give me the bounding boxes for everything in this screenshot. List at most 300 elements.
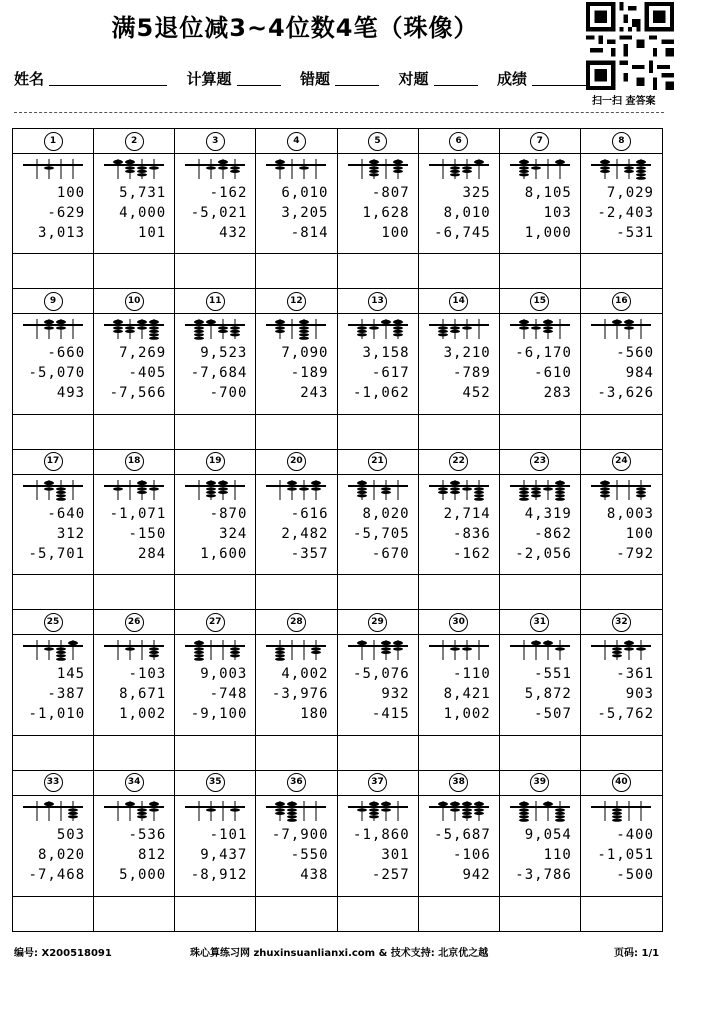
divider bbox=[14, 112, 664, 113]
answer-box[interactable] bbox=[338, 253, 418, 288]
problem-values bbox=[338, 183, 418, 243]
answer-box[interactable] bbox=[175, 574, 255, 609]
answer-box[interactable] bbox=[581, 414, 662, 449]
problem-number: 37 bbox=[368, 773, 387, 792]
problem-number: 25 bbox=[44, 613, 63, 632]
answer-box[interactable] bbox=[419, 735, 499, 770]
problem-value: -5,687 bbox=[434, 826, 491, 843]
problem-number-row bbox=[419, 129, 499, 154]
problem-number: 39 bbox=[530, 773, 549, 792]
problem-cell bbox=[256, 450, 337, 610]
problem-number: 29 bbox=[368, 613, 387, 632]
problem-values bbox=[338, 825, 418, 885]
problem-number: 31 bbox=[530, 613, 549, 632]
problem-value: 9,054 bbox=[524, 826, 572, 843]
problem-number: 27 bbox=[206, 613, 225, 632]
problem-number-row bbox=[13, 610, 93, 635]
problem-values bbox=[175, 183, 255, 243]
problem-cell bbox=[500, 289, 581, 449]
problem-number: 28 bbox=[287, 613, 306, 632]
problem-value: 145 bbox=[56, 666, 86, 683]
answer-box[interactable] bbox=[419, 574, 499, 609]
problem-value: -2,056 bbox=[515, 545, 572, 562]
problem-number-row bbox=[175, 289, 255, 314]
answer-box[interactable] bbox=[256, 253, 336, 288]
problem-value: -5,021 bbox=[190, 205, 248, 221]
problem-value: -531 bbox=[616, 225, 654, 241]
problem-values bbox=[256, 825, 336, 885]
footer-site: 珠心算练习网 zhuxinsuanlianxi.com & 技术支持: 北京优之越 bbox=[190, 948, 489, 959]
problem-cell bbox=[581, 289, 662, 449]
problem-value: -3,786 bbox=[515, 866, 572, 883]
problem-value: -101 bbox=[209, 826, 248, 843]
abacus-bead-image bbox=[508, 479, 572, 501]
problem-values bbox=[581, 343, 662, 403]
problem-value: 110 bbox=[543, 846, 572, 863]
abacus-bead-image bbox=[427, 158, 491, 180]
problem-number-row bbox=[175, 771, 255, 796]
problem-number-row bbox=[256, 289, 336, 314]
score-label: 成绩 bbox=[496, 70, 527, 88]
answer-box[interactable] bbox=[581, 574, 662, 609]
problem-value: 1,002 bbox=[443, 706, 491, 723]
answer-box[interactable] bbox=[581, 735, 662, 770]
abacus-bead-image bbox=[346, 158, 410, 180]
problem-cell bbox=[419, 289, 500, 449]
problem-value: 8,421 bbox=[443, 686, 491, 703]
problem-values bbox=[94, 343, 174, 403]
problem-value: -106 bbox=[453, 846, 491, 863]
name-label: 姓名 bbox=[14, 70, 45, 88]
problem-number-row bbox=[581, 771, 662, 796]
problem-values bbox=[94, 825, 174, 885]
problem-value: 8,671 bbox=[119, 686, 167, 703]
problem-cell bbox=[581, 129, 662, 289]
problem-value: -700 bbox=[209, 385, 248, 402]
problem-number-row bbox=[419, 610, 499, 635]
problem-value: -862 bbox=[534, 525, 572, 542]
answer-box[interactable] bbox=[581, 896, 662, 931]
problem-number: 5 bbox=[368, 132, 387, 151]
problem-number-row bbox=[581, 289, 662, 314]
problem-number: 22 bbox=[449, 452, 468, 471]
abacus-bead-image bbox=[21, 318, 85, 340]
problem-cell bbox=[13, 129, 94, 289]
abacus-bead-image bbox=[589, 639, 653, 661]
abacus-bead-image bbox=[183, 800, 247, 822]
problem-number: 16 bbox=[612, 292, 631, 311]
problem-value: 932 bbox=[381, 686, 410, 703]
problem-value: -1,010 bbox=[28, 706, 86, 723]
problem-value: 180 bbox=[300, 706, 329, 723]
problem-value: -640 bbox=[47, 505, 86, 522]
problem-values bbox=[94, 504, 174, 564]
problem-cell bbox=[175, 289, 256, 449]
problem-value: -2,403 bbox=[597, 205, 654, 221]
problem-value: -387 bbox=[47, 686, 86, 703]
answer-box[interactable] bbox=[256, 735, 336, 770]
problem-cell bbox=[94, 610, 175, 770]
problem-cell bbox=[338, 771, 419, 931]
problem-number-row bbox=[500, 129, 580, 154]
answer-box[interactable] bbox=[500, 414, 580, 449]
problem-number: 4 bbox=[287, 132, 306, 151]
problem-value: -500 bbox=[616, 866, 654, 883]
problem-value: -551 bbox=[534, 666, 572, 683]
answer-box[interactable] bbox=[94, 253, 174, 288]
answer-box[interactable] bbox=[175, 253, 255, 288]
abacus-bead-image bbox=[264, 639, 328, 661]
problem-value: 903 bbox=[625, 686, 654, 703]
problem-number-row bbox=[581, 450, 662, 475]
problem-value: 103 bbox=[543, 205, 572, 221]
abacus-bead-image bbox=[264, 158, 328, 180]
problem-value: 452 bbox=[462, 385, 491, 402]
problem-cell bbox=[419, 450, 500, 610]
problem-value: -7,900 bbox=[271, 826, 329, 843]
problem-values bbox=[13, 343, 93, 403]
problem-value: 9,523 bbox=[200, 345, 248, 362]
abacus-bead-image bbox=[508, 639, 572, 661]
problem-number: 23 bbox=[530, 452, 549, 471]
problem-value: 1,628 bbox=[362, 205, 410, 221]
name-field[interactable] bbox=[49, 69, 167, 86]
problem-values bbox=[581, 825, 662, 885]
problem-values bbox=[419, 664, 499, 724]
problem-value: -629 bbox=[47, 205, 86, 221]
answer-box[interactable] bbox=[500, 896, 580, 931]
qr-code bbox=[586, 2, 674, 90]
problem-number: 9 bbox=[44, 292, 63, 311]
problem-value: -536 bbox=[128, 826, 167, 843]
answer-box[interactable] bbox=[13, 414, 93, 449]
problem-value: -405 bbox=[128, 365, 167, 382]
problem-value: 324 bbox=[219, 525, 248, 542]
answer-box[interactable] bbox=[500, 574, 580, 609]
problem-value: 301 bbox=[381, 846, 410, 863]
problem-values bbox=[419, 343, 499, 403]
problem-value: 243 bbox=[300, 385, 329, 402]
problem-cell bbox=[256, 610, 337, 770]
problem-cell bbox=[338, 450, 419, 610]
problem-value: -9,100 bbox=[190, 706, 248, 723]
problem-value: 4,319 bbox=[524, 505, 572, 522]
problem-number-row bbox=[500, 289, 580, 314]
problem-values bbox=[581, 183, 662, 243]
problem-number: 33 bbox=[44, 773, 63, 792]
problem-value: 3,210 bbox=[443, 345, 491, 362]
problem-value: -189 bbox=[290, 365, 329, 382]
problem-cell bbox=[500, 450, 581, 610]
problem-number: 10 bbox=[125, 292, 144, 311]
right-label: 对题 bbox=[398, 70, 429, 88]
problem-cell bbox=[500, 610, 581, 770]
problem-number-row bbox=[338, 771, 418, 796]
abacus-bead-image bbox=[102, 318, 166, 340]
problem-value: 100 bbox=[56, 185, 86, 201]
problem-number: 34 bbox=[125, 773, 144, 792]
problem-value: 100 bbox=[381, 225, 410, 241]
problem-cell bbox=[500, 129, 581, 289]
answer-box[interactable] bbox=[581, 253, 662, 288]
answer-box[interactable] bbox=[256, 414, 336, 449]
problem-cell bbox=[94, 771, 175, 931]
problem-value: -610 bbox=[534, 365, 572, 382]
problem-value: -400 bbox=[616, 826, 654, 843]
abacus-bead-image bbox=[346, 318, 410, 340]
abacus-bead-image bbox=[589, 800, 653, 822]
problem-cell bbox=[581, 450, 662, 610]
problem-values bbox=[175, 504, 255, 564]
answer-box[interactable] bbox=[256, 574, 336, 609]
problem-value: 8,003 bbox=[606, 505, 654, 522]
problem-cell bbox=[94, 129, 175, 289]
problem-cell bbox=[581, 610, 662, 770]
problem-value: -7,566 bbox=[109, 385, 167, 402]
answer-box[interactable] bbox=[338, 735, 418, 770]
problem-number-row bbox=[94, 771, 174, 796]
problem-values bbox=[256, 343, 336, 403]
problem-number: 1 bbox=[44, 132, 63, 151]
problem-value: -3,976 bbox=[271, 686, 329, 703]
answer-box[interactable] bbox=[500, 253, 580, 288]
problem-value: -110 bbox=[453, 666, 491, 683]
problem-value: -5,762 bbox=[597, 706, 654, 723]
problem-number-row bbox=[175, 129, 255, 154]
problem-values bbox=[419, 504, 499, 564]
answer-box[interactable] bbox=[94, 896, 174, 931]
problem-values bbox=[419, 183, 499, 243]
problem-values bbox=[581, 664, 662, 724]
abacus-bead-image bbox=[589, 479, 653, 501]
problem-cell bbox=[256, 289, 337, 449]
problem-values bbox=[500, 343, 580, 403]
problem-value: 5,731 bbox=[119, 185, 167, 201]
abacus-bead-image bbox=[21, 800, 85, 822]
problem-value: 8,105 bbox=[524, 185, 572, 201]
problem-value: -560 bbox=[616, 345, 654, 362]
student-info-row bbox=[14, 68, 590, 89]
problem-value: -660 bbox=[47, 345, 86, 362]
problem-number-row bbox=[256, 129, 336, 154]
problem-cell bbox=[419, 610, 500, 770]
problem-values bbox=[175, 664, 255, 724]
abacus-bead-image bbox=[427, 479, 491, 501]
problem-value: -1,860 bbox=[353, 826, 410, 843]
problem-cell bbox=[175, 771, 256, 931]
total-field[interactable] bbox=[237, 69, 281, 86]
problem-value: -814 bbox=[290, 225, 329, 241]
problem-value: 1,000 bbox=[524, 225, 572, 241]
problem-values bbox=[500, 825, 580, 885]
problem-value: 283 bbox=[543, 385, 572, 402]
total-label: 计算题 bbox=[186, 70, 232, 88]
problem-value: -5,076 bbox=[353, 666, 410, 683]
answer-box[interactable] bbox=[94, 574, 174, 609]
problem-value: 438 bbox=[300, 866, 329, 883]
problem-number: 21 bbox=[368, 452, 387, 471]
answer-box[interactable] bbox=[13, 574, 93, 609]
problem-cell bbox=[338, 610, 419, 770]
problem-grid bbox=[12, 128, 663, 932]
problem-cell bbox=[419, 129, 500, 289]
answer-box[interactable] bbox=[13, 735, 93, 770]
problem-value: -415 bbox=[371, 706, 410, 723]
problem-value: 984 bbox=[625, 365, 654, 382]
problem-values bbox=[13, 664, 93, 724]
problem-value: 312 bbox=[56, 525, 86, 542]
problem-value: -5,070 bbox=[28, 365, 86, 382]
problem-number-row bbox=[94, 450, 174, 475]
problem-values bbox=[13, 504, 93, 564]
problem-value: 432 bbox=[219, 225, 248, 241]
problem-number: 14 bbox=[449, 292, 468, 311]
problem-value: 284 bbox=[137, 545, 167, 562]
problem-values bbox=[500, 183, 580, 243]
problem-value: -550 bbox=[290, 846, 329, 863]
problem-values bbox=[338, 664, 418, 724]
problem-value: 5,000 bbox=[119, 866, 167, 883]
problem-value: 7,029 bbox=[606, 185, 654, 201]
problem-number: 2 bbox=[125, 132, 144, 151]
problem-values bbox=[338, 504, 418, 564]
problem-number-row bbox=[338, 610, 418, 635]
problem-value: -6,170 bbox=[515, 345, 572, 362]
abacus-bead-image bbox=[346, 800, 410, 822]
worksheet-title: 满5退位减3~4位数4笔（珠像） bbox=[111, 14, 479, 42]
answer-box[interactable] bbox=[175, 735, 255, 770]
problem-values bbox=[175, 343, 255, 403]
problem-value: -670 bbox=[371, 545, 410, 562]
abacus-bead-image bbox=[21, 639, 85, 661]
problem-number-row bbox=[581, 610, 662, 635]
problem-number-row bbox=[338, 129, 418, 154]
problem-value: 812 bbox=[137, 846, 167, 863]
problem-number: 12 bbox=[287, 292, 306, 311]
answer-box[interactable] bbox=[338, 896, 418, 931]
problem-cell bbox=[175, 450, 256, 610]
answer-box[interactable] bbox=[94, 414, 174, 449]
abacus-bead-image bbox=[102, 158, 166, 180]
problem-values bbox=[581, 504, 662, 564]
problem-number: 3 bbox=[206, 132, 225, 151]
problem-cell bbox=[500, 771, 581, 931]
answer-box[interactable] bbox=[500, 735, 580, 770]
problem-values bbox=[94, 183, 174, 243]
problem-number-row bbox=[500, 450, 580, 475]
answer-box[interactable] bbox=[13, 896, 93, 931]
abacus-bead-image bbox=[21, 158, 85, 180]
abacus-bead-image bbox=[102, 639, 166, 661]
problem-number-row bbox=[13, 450, 93, 475]
problem-cell bbox=[175, 610, 256, 770]
problem-number-row bbox=[175, 610, 255, 635]
problem-values bbox=[338, 343, 418, 403]
problem-number-row bbox=[94, 610, 174, 635]
abacus-bead-image bbox=[183, 639, 247, 661]
problem-number-row bbox=[256, 450, 336, 475]
problem-value: -748 bbox=[209, 686, 248, 703]
problem-cell bbox=[256, 771, 337, 931]
problem-value: 5,872 bbox=[524, 686, 572, 703]
answer-box[interactable] bbox=[338, 414, 418, 449]
answer-box[interactable] bbox=[175, 896, 255, 931]
problem-value: -103 bbox=[128, 666, 167, 683]
problem-cell bbox=[419, 771, 500, 931]
problem-number: 26 bbox=[125, 613, 144, 632]
problem-values bbox=[500, 504, 580, 564]
problem-value: -257 bbox=[371, 866, 410, 883]
problem-value: -1,051 bbox=[597, 846, 654, 863]
right-field[interactable] bbox=[434, 69, 478, 86]
abacus-bead-image bbox=[508, 800, 572, 822]
answer-box[interactable] bbox=[256, 896, 336, 931]
problem-value: -836 bbox=[453, 525, 491, 542]
problem-value: -870 bbox=[209, 505, 248, 522]
problem-value: 325 bbox=[462, 185, 491, 201]
problem-values bbox=[256, 504, 336, 564]
problem-value: -357 bbox=[290, 545, 329, 562]
answer-box[interactable] bbox=[13, 253, 93, 288]
abacus-bead-image bbox=[427, 800, 491, 822]
answer-box[interactable] bbox=[175, 414, 255, 449]
abacus-bead-image bbox=[589, 318, 653, 340]
problem-value: -1,062 bbox=[353, 385, 410, 402]
problem-cell bbox=[256, 129, 337, 289]
problem-value: 4,000 bbox=[119, 205, 167, 221]
problem-values bbox=[256, 664, 336, 724]
problem-value: 493 bbox=[56, 385, 86, 402]
problem-number-row bbox=[500, 771, 580, 796]
problem-number: 24 bbox=[612, 452, 631, 471]
answer-box[interactable] bbox=[94, 735, 174, 770]
problem-cell bbox=[13, 450, 94, 610]
problem-number: 11 bbox=[206, 292, 225, 311]
wrong-field[interactable] bbox=[335, 69, 379, 86]
problem-number: 6 bbox=[449, 132, 468, 151]
problem-values bbox=[13, 825, 93, 885]
problem-number: 30 bbox=[449, 613, 468, 632]
problem-number-row bbox=[419, 289, 499, 314]
problem-number-row bbox=[419, 771, 499, 796]
problem-values bbox=[175, 825, 255, 885]
problem-cell bbox=[13, 289, 94, 449]
problem-value: 6,010 bbox=[281, 185, 329, 201]
problem-value: 2,714 bbox=[443, 505, 491, 522]
abacus-bead-image bbox=[102, 800, 166, 822]
problem-cell bbox=[94, 289, 175, 449]
problem-value: 7,269 bbox=[119, 345, 167, 362]
abacus-bead-image bbox=[346, 639, 410, 661]
answer-box[interactable] bbox=[338, 574, 418, 609]
problem-value: -6,745 bbox=[434, 225, 491, 241]
abacus-bead-image bbox=[264, 800, 328, 822]
problem-number-row bbox=[256, 610, 336, 635]
answer-box[interactable] bbox=[419, 414, 499, 449]
answer-box[interactable] bbox=[419, 896, 499, 931]
problem-number-row bbox=[175, 450, 255, 475]
score-field[interactable] bbox=[532, 69, 590, 86]
answer-box[interactable] bbox=[419, 253, 499, 288]
problem-number: 38 bbox=[449, 773, 468, 792]
problem-number-row bbox=[581, 129, 662, 154]
problem-number: 7 bbox=[530, 132, 549, 151]
problem-value: 7,090 bbox=[281, 345, 329, 362]
problem-value: 8,020 bbox=[362, 505, 410, 522]
abacus-bead-image bbox=[183, 158, 247, 180]
problem-value: 1,600 bbox=[200, 545, 248, 562]
problem-cell bbox=[13, 771, 94, 931]
